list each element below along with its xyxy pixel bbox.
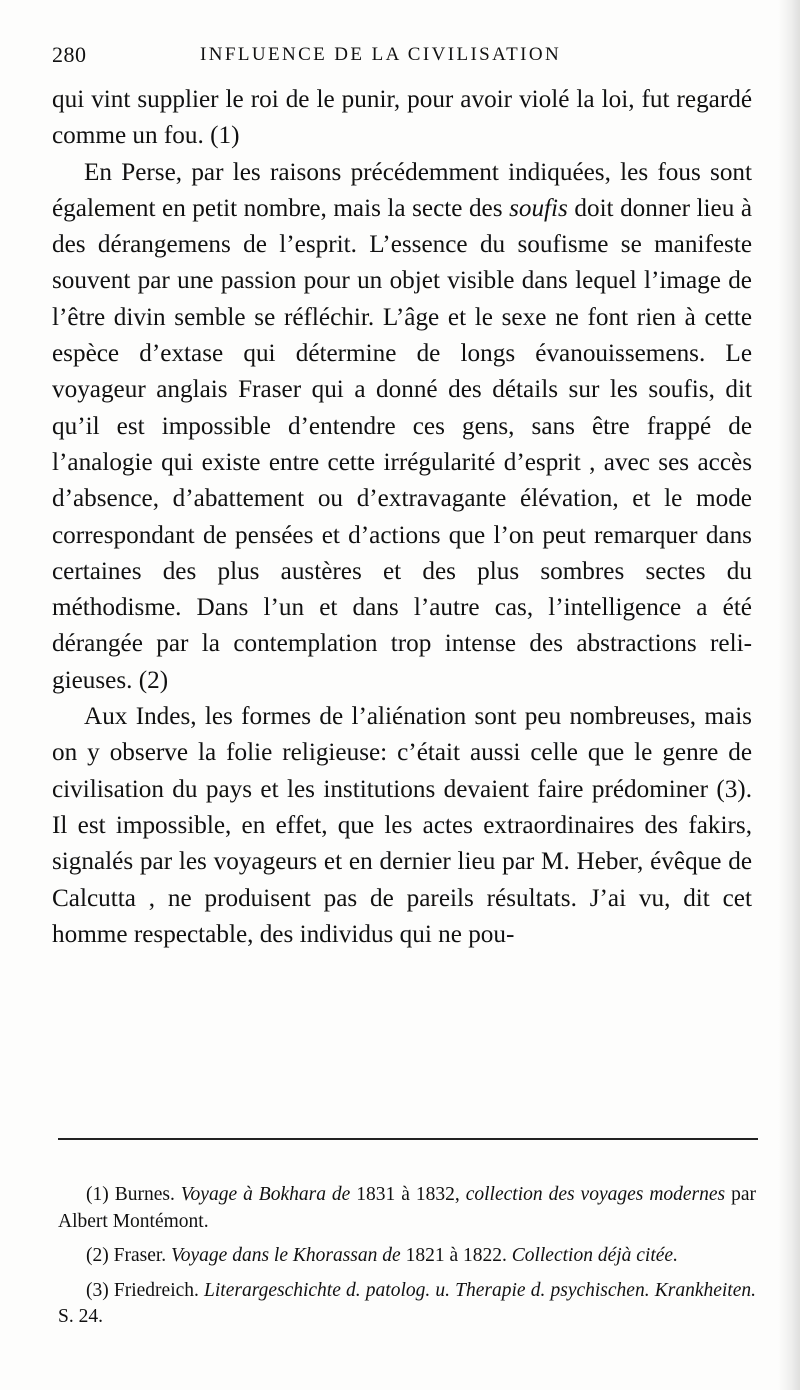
footnote-2-collection: Collection déjà citée. bbox=[511, 1245, 678, 1266]
paragraph-1-text: qui vint supplier le roi de le punir, pour avoir violé la loi, fut regardé comme un fou. (1) bbox=[52, 86, 752, 150]
footnote-3-marker: (3) Friedreich. bbox=[86, 1279, 205, 1301]
paragraph-3-text: Aux Indes, les formes de l’aliénation sont peu nombreuses, mais on y observe la folie religieuse: c’était aussi celle que le genre de civilisation du pays et les institutions devaient faire prédominer (3). Il est impossible, en effet, que les actes extraordinaires des fakirs, signalés par les voyageurs et en dernier lieu par M. Heber, évêque de Calcutta , ne produisent pas de pareils résultats. J’ai vu, dit cet homme respectable, des individus qui ne pou- bbox=[52, 703, 752, 948]
footnote-1-dates: 1831 à 1832, bbox=[350, 1184, 466, 1205]
footnote-2-dates: 1821 à 1822. bbox=[400, 1245, 512, 1266]
page-number: 280 bbox=[52, 42, 87, 67]
footnote-rule bbox=[58, 1138, 758, 1140]
page-header bbox=[52, 38, 752, 78]
page-edge-shadow bbox=[778, 0, 800, 1390]
footnote-2-title: Voyage dans le Khorassan de bbox=[171, 1245, 401, 1266]
footnotes bbox=[58, 1182, 756, 1339]
footnote-2 bbox=[58, 1243, 756, 1270]
main-text bbox=[52, 82, 752, 953]
footnote-3-title: Literargeschichte d. patolog. u. Therapie d. psychischen. Krankheiten. bbox=[204, 1279, 756, 1301]
paragraph-2-italic-term: soufis bbox=[509, 194, 568, 222]
running-head: INFLUENCE DE LA CIVILISATION bbox=[200, 44, 562, 65]
footnote-1-editor: par Albert Montémont. bbox=[58, 1184, 757, 1232]
paragraph-3 bbox=[52, 699, 752, 953]
footnote-1-title: Voyage à Bokhara de bbox=[180, 1184, 351, 1205]
paragraph-2 bbox=[52, 155, 752, 699]
paragraph-2-text-start: En Perse, par les raisons précédemment indiquées, les fous sont également en petit nombre, mais la secte des bbox=[52, 158, 752, 222]
footnote-2-marker: (2) Fraser. bbox=[86, 1245, 172, 1266]
footnote-3 bbox=[58, 1278, 756, 1331]
paragraph-1 bbox=[52, 82, 752, 155]
footnote-3-page: S. 24. bbox=[58, 1306, 103, 1327]
footnote-1-collection: collection des voyages modernes bbox=[465, 1184, 726, 1205]
footnote-1-marker: (1) Burnes. bbox=[86, 1184, 181, 1205]
paragraph-2-text-end: doit donner lieu à des dérangemens de l’esprit. L’essence du soufisme se manifeste souvent par une passion pour un objet visible dans lequel l’image de l’être divin semble se réfléchir. L’âge et le sexe ne font rien à cette espèce d’extase qui détermine de longs évanouissemens. Le voyageur anglais Fraser qui a donné des détails sur les soufis, dit qu’il est impossible d’entendre ces gens, sans être frappé de l’analogie qui existe entre cette irrégularité d’esprit , avec ses accès d’absence, d’abattement ou d’extravagante élévation, et le mode correspondant de pensées et d’actions que l’on peut remarquer dans certaines des plus austères et des plus sombres sectes du méthodisme. Dans l’un et dans l’autre cas, l’intelligence a été dérangée par la contemplation trop intense des abstractions religieuses. (2) bbox=[52, 194, 752, 694]
footnote-1 bbox=[58, 1182, 756, 1235]
